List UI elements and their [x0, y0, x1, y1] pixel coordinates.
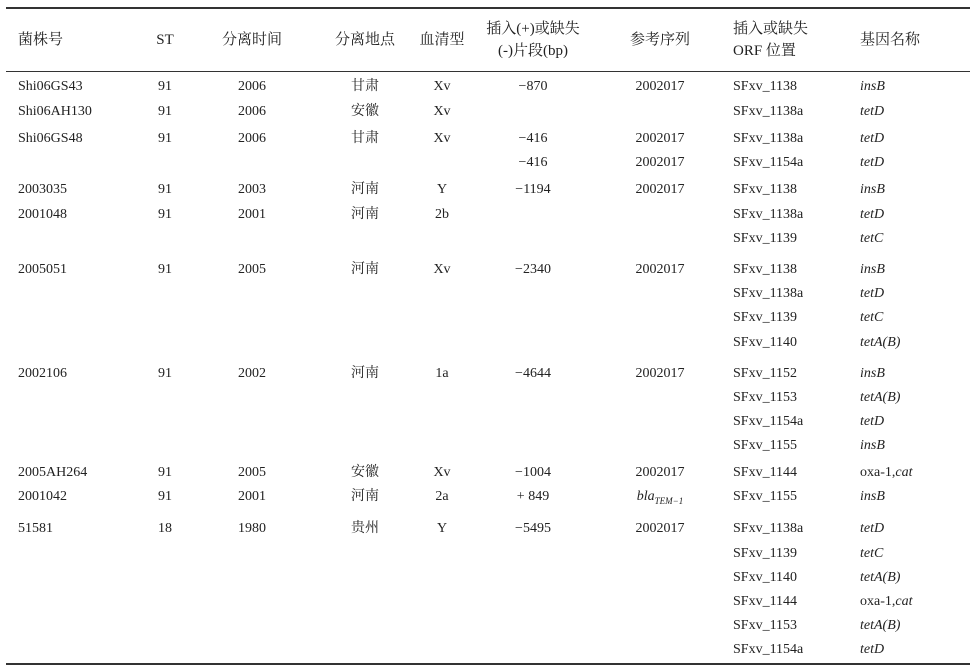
cell-st: 91	[158, 207, 172, 222]
cell-st: 91	[158, 489, 172, 504]
cell-orf: SFxv_1138	[733, 262, 798, 277]
cell-year: 2006	[238, 79, 266, 94]
cell-gene: tetA(B)	[860, 570, 901, 585]
cell-place: 安徽	[351, 465, 379, 480]
gene-italic: cat	[895, 594, 913, 609]
cell-orf: SFxv_1152	[733, 366, 798, 381]
cell-orf: SFxv_1138a	[733, 104, 804, 119]
cell-year: 2001	[238, 489, 266, 504]
cell-gene: tetC	[860, 310, 884, 325]
header-strain: 菌株号	[18, 32, 64, 48]
cell-gene: tetD	[860, 642, 885, 657]
cell-orf: SFxv_1138a	[733, 207, 804, 222]
cell-strain: 2001048	[18, 207, 67, 222]
cell-strain: 51581	[18, 521, 53, 536]
cell-gene: tetC	[860, 231, 884, 246]
cell-orf: SFxv_1139	[733, 546, 798, 561]
cell-gene: tetD	[860, 131, 885, 146]
cell-year: 2001	[238, 207, 266, 222]
cell-indel: −416	[518, 155, 548, 170]
cell-indel: −870	[518, 79, 548, 94]
cell-ref	[615, 488, 705, 510]
cell-strain: 2005AH264	[18, 465, 88, 480]
cell-gene: insB	[860, 438, 885, 453]
cell-gene: tetD	[860, 207, 885, 222]
cell-orf: SFxv_1154a	[733, 642, 804, 657]
cell-orf: SFxv_1138	[733, 182, 798, 197]
cell-indel: −1004	[515, 465, 551, 480]
cell-indel: −416	[518, 131, 548, 146]
cell-orf: SFxv_1153	[733, 390, 798, 405]
cell-st: 91	[158, 182, 172, 197]
cell-ref: 2002017	[635, 521, 685, 536]
cell-place: 河南	[351, 366, 379, 381]
cell-serotype: 1a	[435, 366, 449, 381]
cell-gene: insB	[860, 366, 885, 381]
cell-st: 91	[158, 465, 172, 480]
cell-serotype: Y	[436, 182, 448, 197]
cell-serotype: 2b	[435, 207, 449, 222]
cell-gene	[860, 593, 913, 611]
cell-year: 2006	[238, 131, 266, 146]
gene-plain: oxa-1,	[860, 465, 896, 480]
cell-gene: tetA(B)	[860, 618, 901, 633]
header-st: ST	[156, 32, 174, 48]
cell-serotype: Y	[436, 521, 448, 536]
cell-orf: SFxv_1138a	[733, 286, 804, 301]
cell-strain: Shi06GS48	[18, 131, 83, 146]
cell-year: 2005	[238, 465, 266, 480]
cell-orf: SFxv_1138a	[733, 131, 804, 146]
cell-year: 1980	[238, 521, 266, 536]
header-ref: 参考序列	[629, 32, 690, 48]
cell-ref: 2002017	[635, 262, 685, 277]
cell-year: 2006	[238, 104, 266, 119]
cell-place: 河南	[351, 489, 379, 504]
cell-indel: −4644	[515, 366, 551, 381]
table-bottom-rule	[6, 663, 970, 665]
ref-sub: TEM−1	[654, 495, 684, 506]
cell-strain: 2005051	[18, 262, 67, 277]
cell-orf: SFxv_1154a	[733, 155, 804, 170]
cell-gene: tetD	[860, 414, 885, 429]
header-indel	[470, 18, 596, 62]
header-orf-line1: 插入或缺失	[733, 21, 809, 37]
cell-strain: 2002106	[18, 366, 67, 381]
header-gene: 基因名称	[860, 32, 921, 48]
header-serotype: 血清型	[419, 32, 465, 48]
table-header-rule	[6, 71, 970, 72]
cell-orf: SFxv_1140	[733, 335, 798, 350]
cell-year: 2002	[238, 366, 266, 381]
cell-indel: + 849	[516, 489, 550, 504]
gene-italic: cat	[895, 465, 913, 480]
cell-orf: SFxv_1155	[733, 438, 798, 453]
cell-st: 91	[158, 366, 172, 381]
cell-indel: −1194	[515, 182, 551, 197]
cell-place: 甘肃	[351, 79, 379, 94]
cell-serotype: 2a	[435, 489, 449, 504]
cell-gene: insB	[860, 79, 885, 94]
cell-place: 贵州	[351, 521, 379, 536]
cell-st: 18	[158, 521, 172, 536]
cell-indel: −5495	[515, 521, 551, 536]
cell-serotype: Xv	[433, 79, 451, 94]
header-orf	[733, 18, 808, 62]
cell-strain: Shi06GS43	[18, 79, 83, 94]
cell-gene: insB	[860, 182, 885, 197]
cell-orf: SFxv_1139	[733, 310, 798, 325]
ref-main: bla	[636, 489, 655, 504]
cell-orf: SFxv_1138a	[733, 521, 804, 536]
cell-place: 河南	[351, 207, 379, 222]
cell-strain: 2001042	[18, 489, 67, 504]
cell-gene: tetA(B)	[860, 390, 901, 405]
cell-orf: SFxv_1155	[733, 489, 798, 504]
cell-gene: insB	[860, 489, 885, 504]
cell-orf: SFxv_1139	[733, 231, 798, 246]
header-year: 分离时间	[221, 32, 282, 48]
cell-gene: tetA(B)	[860, 335, 901, 350]
cell-st: 91	[158, 131, 172, 146]
cell-serotype: Xv	[433, 465, 451, 480]
cell-ref: 2002017	[635, 182, 685, 197]
cell-orf: SFxv_1154a	[733, 414, 804, 429]
cell-gene	[860, 464, 913, 482]
cell-indel: −2340	[515, 262, 551, 277]
cell-orf: SFxv_1153	[733, 618, 798, 633]
cell-gene: tetD	[860, 155, 885, 170]
cell-place: 甘肃	[351, 131, 379, 146]
cell-ref: 2002017	[635, 465, 685, 480]
cell-ref: 2002017	[635, 131, 685, 146]
cell-orf: SFxv_1144	[733, 594, 798, 609]
gene-plain: oxa-1,	[860, 594, 896, 609]
cell-st: 91	[158, 79, 172, 94]
cell-gene: insB	[860, 262, 885, 277]
cell-gene: tetD	[860, 286, 885, 301]
cell-st: 91	[158, 262, 172, 277]
header-indel-line1: 插入(+)或缺失	[486, 21, 580, 37]
cell-year: 2003	[238, 182, 266, 197]
cell-strain: Shi06AH130	[18, 104, 92, 119]
cell-orf: SFxv_1140	[733, 570, 798, 585]
table-top-rule	[6, 7, 970, 9]
cell-orf: SFxv_1144	[733, 465, 798, 480]
cell-ref: 2002017	[635, 366, 685, 381]
cell-serotype: Xv	[433, 131, 451, 146]
cell-serotype: Xv	[433, 262, 451, 277]
cell-strain: 2003035	[18, 182, 67, 197]
cell-place: 安徽	[351, 104, 379, 119]
cell-ref: 2002017	[635, 155, 685, 170]
header-place: 分离地点	[334, 32, 395, 48]
cell-gene: tetD	[860, 104, 885, 119]
cell-gene: tetD	[860, 521, 885, 536]
header-orf-line2: ORF 位置	[733, 43, 796, 59]
cell-place: 河南	[351, 182, 379, 197]
cell-ref: 2002017	[635, 79, 685, 94]
cell-place: 河南	[351, 262, 379, 277]
cell-orf: SFxv_1138	[733, 79, 798, 94]
cell-st: 91	[158, 104, 172, 119]
cell-year: 2005	[238, 262, 266, 277]
cell-gene: tetC	[860, 546, 884, 561]
header-indel-line2: (-)片段(bp)	[498, 43, 568, 59]
cell-serotype: Xv	[433, 104, 451, 119]
